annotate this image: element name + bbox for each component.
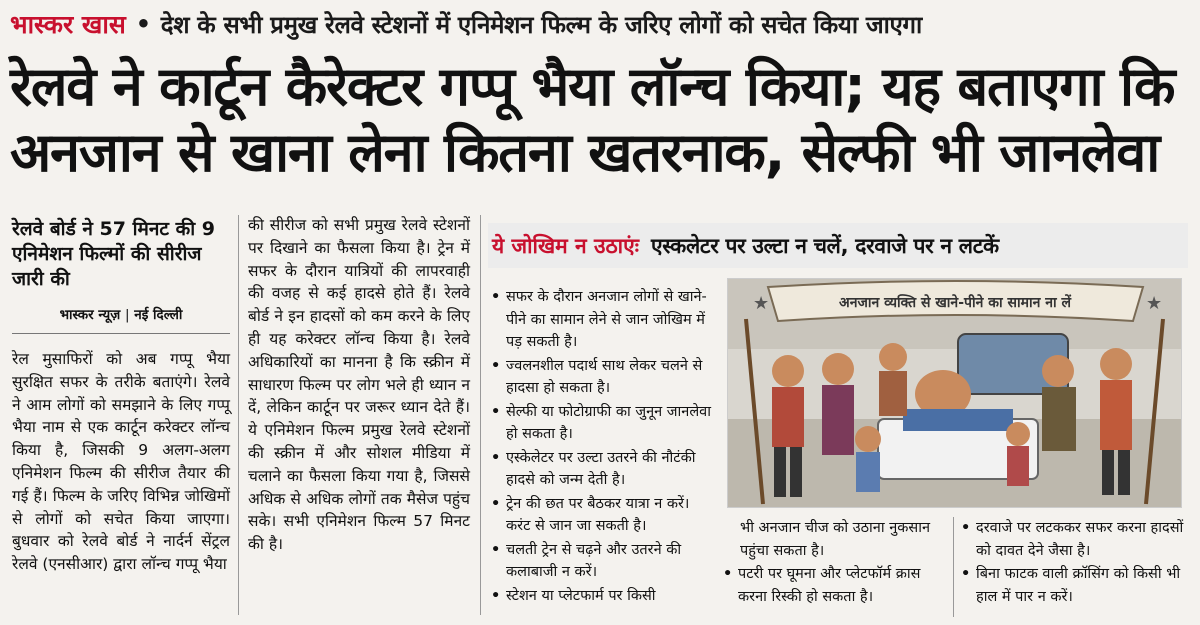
list-item: [490, 493, 712, 538]
article-body-middle: [248, 214, 470, 556]
bullet-icon: •: [491, 587, 501, 604]
cartoon-illustration: [727, 278, 1182, 508]
box-header-title: एस्कलेटर पर उल्टा न चलें, दरवाजे पर न लटकें: [650, 233, 999, 258]
kicker-text: देश के सभी प्रमुख रेलवे स्टेशनों में एनिमेशन फिल्म के जरिए लोगों को सचेत किया जाएगा: [160, 10, 922, 39]
list-item: [490, 539, 712, 584]
byline: [12, 305, 230, 334]
headline-line-2: अनजान से खाना लेना कितना खतरनाक, सेल्फी भी जानलेवा: [10, 121, 1160, 184]
tip-text: बिना फाटक वाली क्रॉसिंग को किसी भी हाल में पार न करें।: [976, 566, 1181, 605]
tips-list: [722, 517, 950, 609]
tip-text: सेल्फी या फोटोग्राफी का जुनून जानलेवा हो सकता है।: [506, 403, 711, 442]
tip-text: दरवाजे पर लटककर सफर करना हादसों को दावत देने जैसा है।: [976, 520, 1184, 559]
list-item: [490, 447, 712, 492]
bullet-icon: •: [491, 403, 501, 420]
list-item: [722, 563, 950, 608]
list-item: [490, 355, 712, 400]
kicker-line: [10, 4, 1190, 44]
list-item: [490, 401, 712, 446]
byline-agency: भास्कर न्यूज़: [59, 307, 121, 323]
star-icon: ★: [753, 293, 770, 314]
tip-text: पटरी पर घूमना और प्लेटफॉर्म क्रास करना रिस्की हो सकता है।: [738, 566, 921, 605]
bullet-icon: •: [491, 289, 501, 305]
bullet-icon: •: [961, 520, 971, 536]
list-item: [490, 286, 712, 354]
column-divider: [238, 215, 239, 615]
tip-text: एस्केलेटर पर उल्टा उतरने की नौटंकी हादसे को जन्म देती है।: [506, 449, 696, 488]
body-paragraph: रेल मुसाफिरों को अब गप्पू भैया सुरक्षित सफर के तरीके बताएंगे। रेलवे ने आम लोगों को समझाने के लिए गप्पू भैया नाम से एक कार्टून करेक्टर लॉन्च किया है, जिसकी 9 अलग-अलग एनिमेशन फिल्म की सीरीज तैयार की गई हैं। फिल्म के जरिए विभिन्न जोखिमों से लोगों को सचेत किया जाएगा। बुधवार को रेलवे बोर्ड ने नार्दर्न सेंट्रल रेलवे (एनसीआर) द्वारा लॉन्च गप्पू भैया: [12, 350, 230, 574]
bullet-icon: •: [491, 495, 501, 512]
section-brand: भास्कर खास: [10, 10, 126, 39]
tips-list: [490, 286, 712, 608]
tip-text: ज्वलनशील पदार्थ साथ लेकर चलने से हादसा हो सकता है।: [506, 357, 703, 396]
tip-text: भी अनजान चीज को उठाना नुकसान पहुंचा सकता है।: [740, 520, 931, 559]
star-icon: ★: [1146, 293, 1163, 314]
bullet-icon: •: [961, 566, 971, 582]
tip-text: चलती ट्रेन से चढ़ने और उतरने की कलाबाजी न करें।: [506, 541, 682, 580]
patient-blanket: [903, 409, 1013, 431]
bullet-icon: •: [491, 541, 501, 558]
cartoon-scene: [728, 279, 1182, 508]
banner-text: अनजान व्यक्ति से खाने-पीने का सामान ना लें: [839, 295, 1071, 311]
headline-line-1: रेलवे ने कार्टून कैरेक्टर गप्पू भैया लॉन्च किया; यह बताएगा कि: [10, 55, 1175, 118]
article-body-left: [12, 348, 230, 576]
box-header: [488, 223, 1188, 268]
column-divider: [953, 517, 954, 617]
bullet-icon: •: [491, 449, 501, 466]
list-item-continued: [722, 517, 950, 562]
byline-separator: |: [124, 307, 130, 323]
column-divider: [480, 215, 481, 615]
bullet-icon: •: [491, 357, 501, 374]
tips-list: [960, 517, 1188, 609]
kicker-bullet: •: [135, 10, 151, 38]
byline-city: नई दिल्ली: [134, 307, 183, 323]
tip-text: सफर के दौरान अनजान लोगों से खाने-पीने का सामान लेने से जान जोखिम में पड़ सकती है।: [506, 289, 707, 350]
box-header-label: ये जोखिम न उठाएंः: [492, 233, 639, 258]
headline: [10, 54, 1190, 186]
tip-text: स्टेशन या प्लेटफार्म पर किसी: [506, 587, 656, 604]
tip-text: ट्रेन की छत पर बैठकर यात्रा न करें। करंट से जान जा सकती है।: [506, 495, 690, 534]
deck: रेलवे बोर्ड ने 57 मिनट की 9 एनिमेशन फिल्मों की सीरीज जारी की: [12, 218, 215, 290]
bullet-icon: •: [723, 566, 733, 582]
list-item: [960, 563, 1188, 608]
list-item: [960, 517, 1188, 562]
body-paragraph: की सीरीज को सभी प्रमुख रेलवे स्टेशनों पर दिखाने का फैसला किया है। ट्रेन में सफर के दौरान यात्रियों की लापरवाही की वजह से कई हादसे होते हैं। रेलवे बोर्ड ने इन हादसों को कम करने के लिए ही यह करेक्टर लॉन्च किया है। रेलवे अधिकारियों का मानना है कि स्क्रीन में साधारण फिल्म पर लोग भले ही ध्यान न दें, लेकिन कार्टून पर जरूर ध्यान देते हैं। ये एनिमेशन फिल्म प्रमुख रेलवे स्टेशनों की स्क्रीन में और सोशल मीडिया में चलाने का फैसला किया गया है, जिससे अधिक से अधिक लोगों तक मैसेज पहुंच सके। सभी एनिमेशन फिल्म 57 मिनट की है।: [248, 216, 470, 554]
list-item: [490, 585, 712, 608]
